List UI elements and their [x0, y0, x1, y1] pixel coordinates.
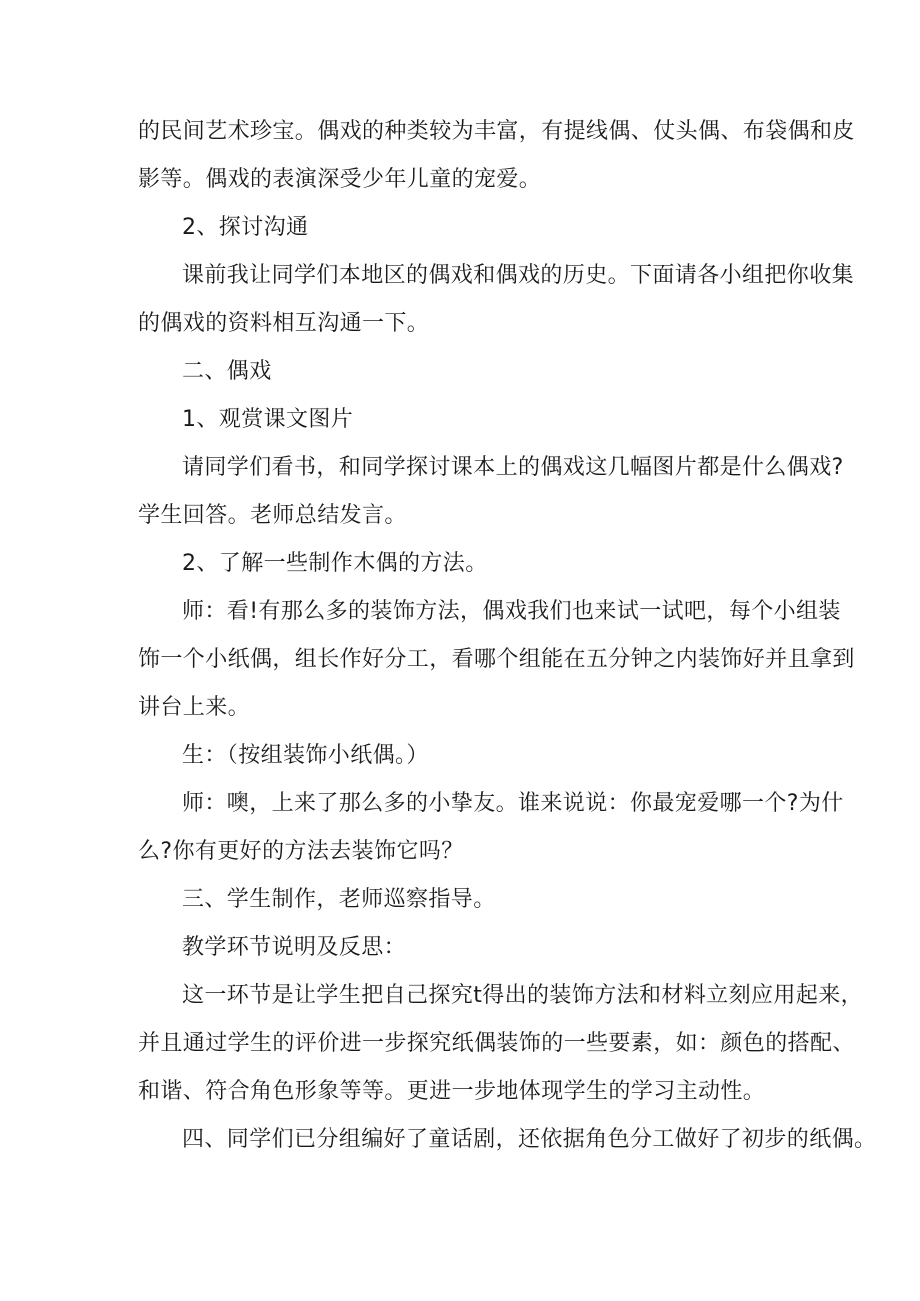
- paragraph-line: 教学环节说明及反思：: [182, 935, 407, 960]
- paragraph-line: 和谐、符合角色形象等等。更进一步地体现学生的学习主动性。: [138, 1079, 766, 1104]
- paragraph-line: 生：（按组装饰小纸偶。）: [182, 743, 429, 768]
- section-heading: 三、学生制作，老师巡察指导。: [182, 887, 496, 912]
- paragraph-line: 师：看!有那么多的装饰方法，偶戏我们也来试一试吧，每个小组装: [182, 599, 841, 624]
- paragraph-line: 的民间艺术珍宝。偶戏的种类较为丰富，有提线偶、仗头偶、布袋偶和皮: [138, 119, 855, 144]
- paragraph-line: 课前我让同学们本地区的偶戏和偶戏的历史。下面请各小组把你收集: [182, 263, 855, 288]
- paragraph-line: 讲台上来。: [138, 695, 251, 720]
- paragraph-line: 并且通过学生的评价进一步探究纸偶装饰的一些要素，如：颜色的搭配、: [138, 1031, 855, 1056]
- section-heading: 二、偶戏: [182, 359, 272, 384]
- paragraph-line: 么?你有更好的方法去装饰它吗？: [138, 839, 464, 864]
- section-heading: 四、同学们已分组编好了童话剧，还依据角色分工做好了初步的纸偶。: [182, 1127, 877, 1152]
- paragraph-line: 师：噢，上来了那么多的小挚友。谁来说说：你最宠爱哪一个?为什: [182, 791, 844, 816]
- paragraph-line: 请同学们看书，和同学探讨课本上的偶戏这几幅图片都是什么偶戏?: [182, 455, 844, 480]
- paragraph-line: 这一环节是让学生把自己探究t得出的装饰方法和材料立刻应用起来，: [182, 983, 864, 1008]
- section-heading: 2、探讨沟通: [182, 215, 309, 240]
- section-heading: 2、了解一些制作木偶的方法。: [182, 551, 488, 576]
- section-heading: 1、观赏课文图片: [182, 407, 354, 432]
- paragraph-line: 饰一个小纸偶，组长作好分工，看哪个组能在五分钟之内装饰好并且拿到: [138, 647, 855, 672]
- paragraph-line: 影等。偶戏的表演深受少年儿童的宠爱。: [138, 167, 542, 192]
- paragraph-line: 的偶戏的资料相互沟通一下。: [138, 311, 430, 336]
- paragraph-line: 学生回答。老师总结发言。: [138, 503, 407, 528]
